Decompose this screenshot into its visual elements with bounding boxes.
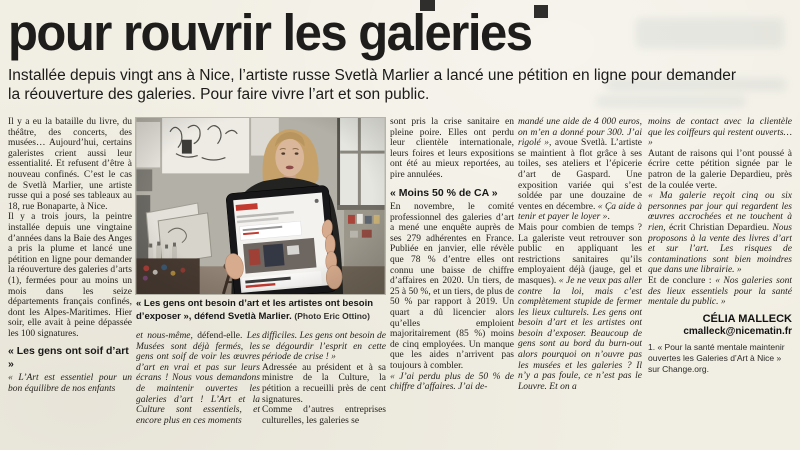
- article-column-1: [8, 117, 132, 450]
- article-paragraph: En novembre, le comité professionnel des galeries d’art a mené une enquête auprès de ses 279 adhérentes en France. Publiée en janvier, elle révèle que 78 % d’entre elles ont connu une baisse de chiffre d’affaires en 2020. Un tiers, de 25 à 50 %, et un tiers, de plus de 50 % par rapport à 2019. Un quart a dû licencier alors qu’elles emploient majoritairement (85 %) moins de cinq employées. Un manque que les aides n’arrivent pas toujours à combler.: [390, 202, 514, 371]
- article-column-2: [136, 331, 260, 450]
- caption-text: « Les gens ont besoin d’art et les artistes ont besoin d’exposer », défend Svetlà Marlier.: [136, 298, 374, 322]
- photo-vignette: [136, 118, 384, 294]
- article-column-5: [518, 117, 642, 450]
- article-paragraph: « L’Art est essentiel pour un bon équilibre de nos enfants: [8, 373, 132, 395]
- article-paragraph: Mais pour combien de temps ? La galeriste veut retrouver son public en appliquant les restrictions sanitaires qu’ils employaient déjà (jauge, gel et masques). « Je ne veux pas aller contre la loi, mais c’est complètement stupide de fermer les lieux culturels. Les gens ont besoin d’art et les artistes ont besoin d’exposer. Beaucoup de gens sont au bord du burn-out alors pourquoi on n’ouvre pas les musées et les galeries ? Il n’y a pas foule, ce n’est pas le Louvre. Et on a: [518, 222, 642, 392]
- section-subhead: « Moins 50 % de CA »: [390, 186, 498, 199]
- article-paragraph: et nous-même, défend-elle. Les Musées sont déjà fermés, les gens ont soif de voir les œuvres d’art en vrai et pas sur leurs écrans ! Nous vous demandons de maintenir ouvertes les galeries d’art ! L’Art et la Culture sont essentiels, et encore plus en ces moments: [136, 331, 260, 426]
- article-paragraph: Comme d’autres entreprises culturelles, les galeries se: [262, 405, 386, 426]
- article-paragraph: sont pris la crise sanitaire en pleine poire. Elles ont perdu leur clientèle internationale, leurs foires et leurs expositions ont été au mieux reportées, au pire annulées.: [390, 117, 514, 180]
- article-paragraph: Il y a trois jours, la peintre installée depuis une vingtaine d’années dans la Baie des Anges a pris la plume et lancé une pétition en ligne pour demander la réouverture des galeries d’arts (1), fermées pour au moins un mois dans les seize départements français confinés, dont les Alpes-Maritimes. Hier soir, elle avait à peine dépassée les 100 signatures.: [8, 212, 132, 339]
- standfirst: Installée depuis vingt ans à Nice, l’artiste russe Svetlà Marlier a lancé une pétition en ligne pour demander la réouverture des galeries. Pour faire vivre l’art et son public.: [8, 67, 737, 103]
- photo-caption: [136, 298, 386, 323]
- section-subhead: « Les gens ont soif d’art »: [8, 345, 129, 370]
- article-paragraph: Il y a eu la bataille du livre, du théâtre, des concerts, des musées… Aujourd’hui, certains galeristes crient aussi leur essentialité. Et refusent d’être à nouveau confinés. C’est le cas de Svetlà Marlier, une artiste russe qui a posé ses tableaux au 18, rue Bonaparte, à Nice.: [8, 117, 132, 212]
- article-paragraph: moins de contact avec la clientèle que les coiffeurs qui restent ouverts… »: [648, 117, 792, 149]
- photo-credit: (Photo Eric Ottino): [294, 311, 370, 321]
- article-paragraph: Et de conclure : « Nos galeries sont des lieux essentiels pour la santé mentale du public. »: [648, 275, 792, 308]
- article-paragraph: « Ma galerie reçoit cinq ou six personnes par jour qui regardent les œuvres accrochées et ne touchent à rien, écrit Christian Depardieu. Nous proposons à la vente des livres d’art et sur l’art. Les risques de contaminations sont bien moindres que dans une librairie. »: [648, 191, 792, 276]
- headline: pour rouvrir les galeries: [8, 5, 532, 62]
- article-paragraph: Autant de raisons qui l’ont poussé à écrire cette pétition signée par le patron de la galerie Depardieu, près de la coulée verte.: [648, 148, 792, 191]
- article-paragraph: Adressée au président et à sa ministre de la Culture, la pétition a recueilli près de cent signatures.: [262, 362, 386, 405]
- article-column-4: [390, 117, 514, 450]
- article-column-3: [262, 331, 386, 450]
- author-email: cmalleck@nicematin.fr: [683, 325, 792, 337]
- author-byline: CÉLIA MALLECK: [702, 312, 792, 325]
- footnote: 1. « Pour la santé mentale maintenir ouvertes les Galeries d’Art à Nice » sur Change.org.: [648, 341, 785, 374]
- article-column-6: [648, 117, 792, 450]
- article-paragraph: mandé une aide de 4 000 euros, on m’en a donné pour 300. J’ai rigolé », avoue Svetlà. L’artiste se maintient à flot grâce à ses toiles, ses ateliers et l’épicerie d’art de Gaspard. Une exposition variée qui s’est soldée par une douzaine de ventes en décembre. « Ça aide à tenir et payer le loyer ».: [518, 117, 642, 223]
- article-paragraph: difficiles. Les gens ont besoin de se dégourdir l’esprit en cette période de crise ! »: [262, 331, 386, 363]
- article-paragraph: « J’ai perdu plus de 50 % de chiffre d’affaires. J’ai de-: [390, 371, 514, 393]
- article-photo: [135, 117, 386, 295]
